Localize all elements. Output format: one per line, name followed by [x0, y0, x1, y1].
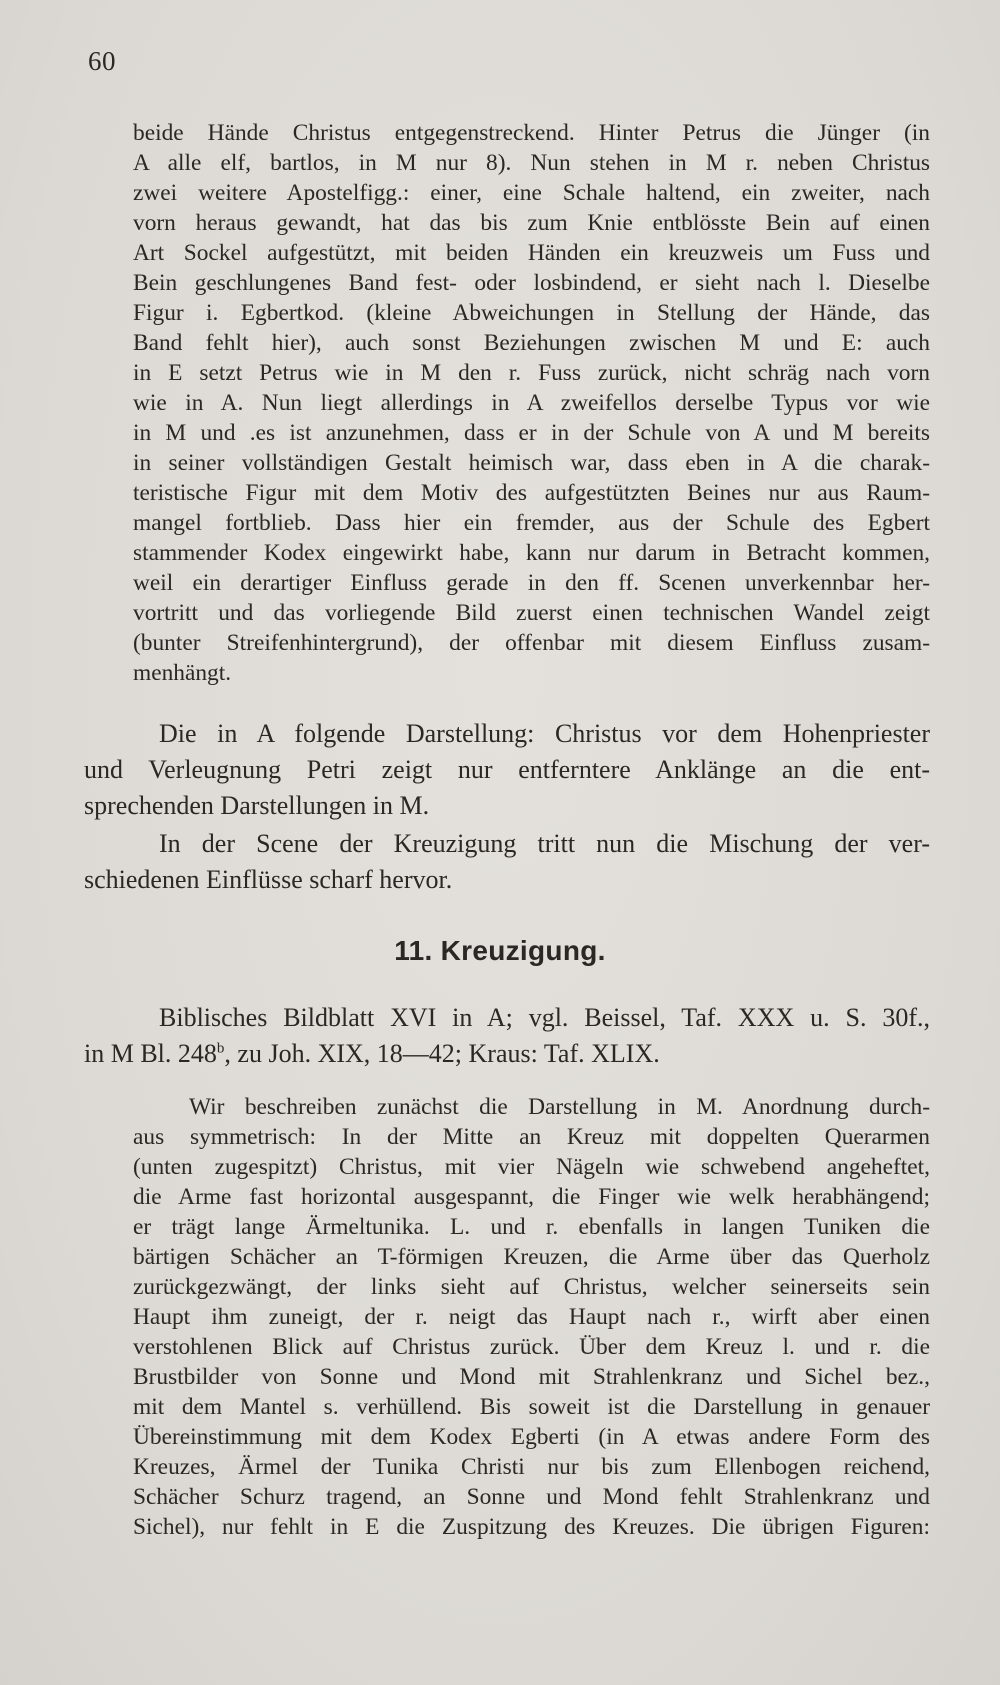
text-line: Haupt ihm zuneigt, der r. neigt das Haupt nach r., wirft aber einen	[133, 1304, 930, 1330]
source-ref-text: , zu Joh. XIX, 18—42; Kraus: Taf. XLIX.	[224, 1039, 660, 1068]
text-line: beide Hände Christus entgegenstreckend. Hinter Petrus die Jünger (in	[133, 120, 930, 146]
text-line: weil ein derartiger Einfluss gerade in den ff. Scenen unverkennbar her-	[133, 570, 930, 596]
text-line: die Arme fast horizontal ausgespannt, die Finger wie welk herabhängend;	[133, 1184, 930, 1210]
text-line: mangel fortblieb. Dass hier ein fremder, aus der Schule des Egbert	[133, 510, 930, 536]
text-line: er trägt lange Ärmeltunika. L. und r. ebenfalls in langen Tuniken die	[133, 1214, 930, 1240]
text-line: Sichel), nur fehlt in E die Zuspitzung des Kreuzes. Die übrigen Figuren:	[133, 1514, 930, 1540]
text-line: teristische Figur mit dem Motiv des aufgestützten Beines nur aus Raum-	[133, 480, 930, 506]
text-line: Art Sockel aufgestützt, mit beiden Händen ein kreuzweis um Fuss und	[133, 240, 930, 266]
text-line: Band fehlt hier), auch sonst Beziehungen zwischen M und E: auch	[133, 330, 930, 356]
text-line: Wir beschreiben zunächst die Darstellung in M. Anordnung durch-	[189, 1094, 930, 1120]
text-line: in E setzt Petrus wie in M den r. Fuss zurück, nicht schräg nach vorn	[133, 360, 930, 386]
paragraph-hohenpriester	[84, 716, 930, 824]
text-line: verstohlenen Blick auf Christus zurück. Über dem Kreuz l. und r. die	[133, 1334, 930, 1360]
paragraph-description	[133, 1092, 930, 1542]
text-line: in seiner vollständigen Gestalt heimisch war, dass eben in A die charak-	[133, 450, 930, 476]
text-line: vorn heraus gewandt, hat das bis zum Knie entblösste Bein auf einen	[133, 210, 930, 236]
text-line: Figur i. Egbertkod. (kleine Abweichungen in Stellung der Hände, das	[133, 300, 930, 326]
text-line: Die in A folgende Darstellung: Christus vor dem Hohenpriester	[159, 719, 930, 748]
text-line: Brustbilder von Sonne und Mond mit Strahlenkranz und Sichel bez.,	[133, 1364, 930, 1390]
text-line: schiedenen Einflüsse scharf hervor.	[84, 865, 453, 894]
text-line: In der Scene der Kreuzigung tritt nun die Mischung der ver-	[159, 829, 930, 858]
page-number: 60	[88, 46, 116, 76]
text-line: bärtigen Schächer an T-förmigen Kreuzen, die Arme über das Querholz	[133, 1244, 930, 1270]
text-line: zwei weitere Apostelfigg.: einer, eine Schale haltend, ein zweiter, nach	[133, 180, 930, 206]
text-line: Bein geschlungenes Band fest- oder losbindend, er sieht nach l. Dieselbe	[133, 270, 930, 296]
text-line: Übereinstimmung mit dem Kodex Egberti (in A etwas andere Form des	[133, 1424, 930, 1450]
text-line	[84, 1036, 930, 1072]
text-line: wie in A. Nun liegt allerdings in A zweifellos derselbe Typus vor wie	[133, 390, 930, 416]
text-line: Biblisches Bildblatt XVI in A; vgl. Beissel, Taf. XXX u. S. 30f.,	[159, 1003, 930, 1032]
source-ref-text: in M Bl. 248	[84, 1039, 217, 1068]
text-line: mit dem Mantel s. verhüllend. Bis soweit ist die Darstellung in genauer	[133, 1394, 930, 1420]
text-line: menhängt.	[133, 660, 232, 686]
source-reference	[84, 1000, 930, 1072]
text-line: aus symmetrisch: In der Mitte an Kreuz mit doppelten Querarmen	[133, 1124, 930, 1150]
text-line: Kreuzes, Ärmel der Tunika Christi nur bis zum Ellenbogen reichend,	[133, 1454, 930, 1480]
paragraph-apostles	[133, 118, 930, 688]
paragraph-kreuzigung-intro	[84, 826, 930, 898]
text-line: (bunter Streifenhintergrund), der offenbar mit diesem Einfluss zusam-	[133, 630, 930, 656]
superscript: b	[216, 1040, 225, 1057]
text-line: Schächer Schurz tragend, an Sonne und Mond fehlt Strahlenkranz und	[133, 1484, 930, 1510]
text-line: sprechenden Darstellungen in M.	[84, 791, 430, 820]
text-line: vortritt und das vorliegende Bild zuerst einen technischen Wandel zeigt	[133, 600, 930, 626]
text-line: (unten zugespitzt) Christus, mit vier Nägeln wie schwebend angeheftet,	[133, 1154, 930, 1180]
text-line: und Verleugnung Petri zeigt nur entferntere Anklänge an die ent-	[84, 755, 930, 784]
text-line: zurückgezwängt, der links sieht auf Christus, welcher seinerseits sein	[133, 1274, 930, 1300]
text-line: stammender Kodex eingewirkt habe, kann nur darum in Betracht kommen,	[133, 540, 930, 566]
text-line: A alle elf, bartlos, in M nur 8). Nun stehen in M r. neben Christus	[133, 150, 930, 176]
text-line: in M und .es ist anzunehmen, dass er in der Schule von A und M bereits	[133, 420, 930, 446]
section-heading: 11. Kreuzigung.	[394, 935, 606, 966]
